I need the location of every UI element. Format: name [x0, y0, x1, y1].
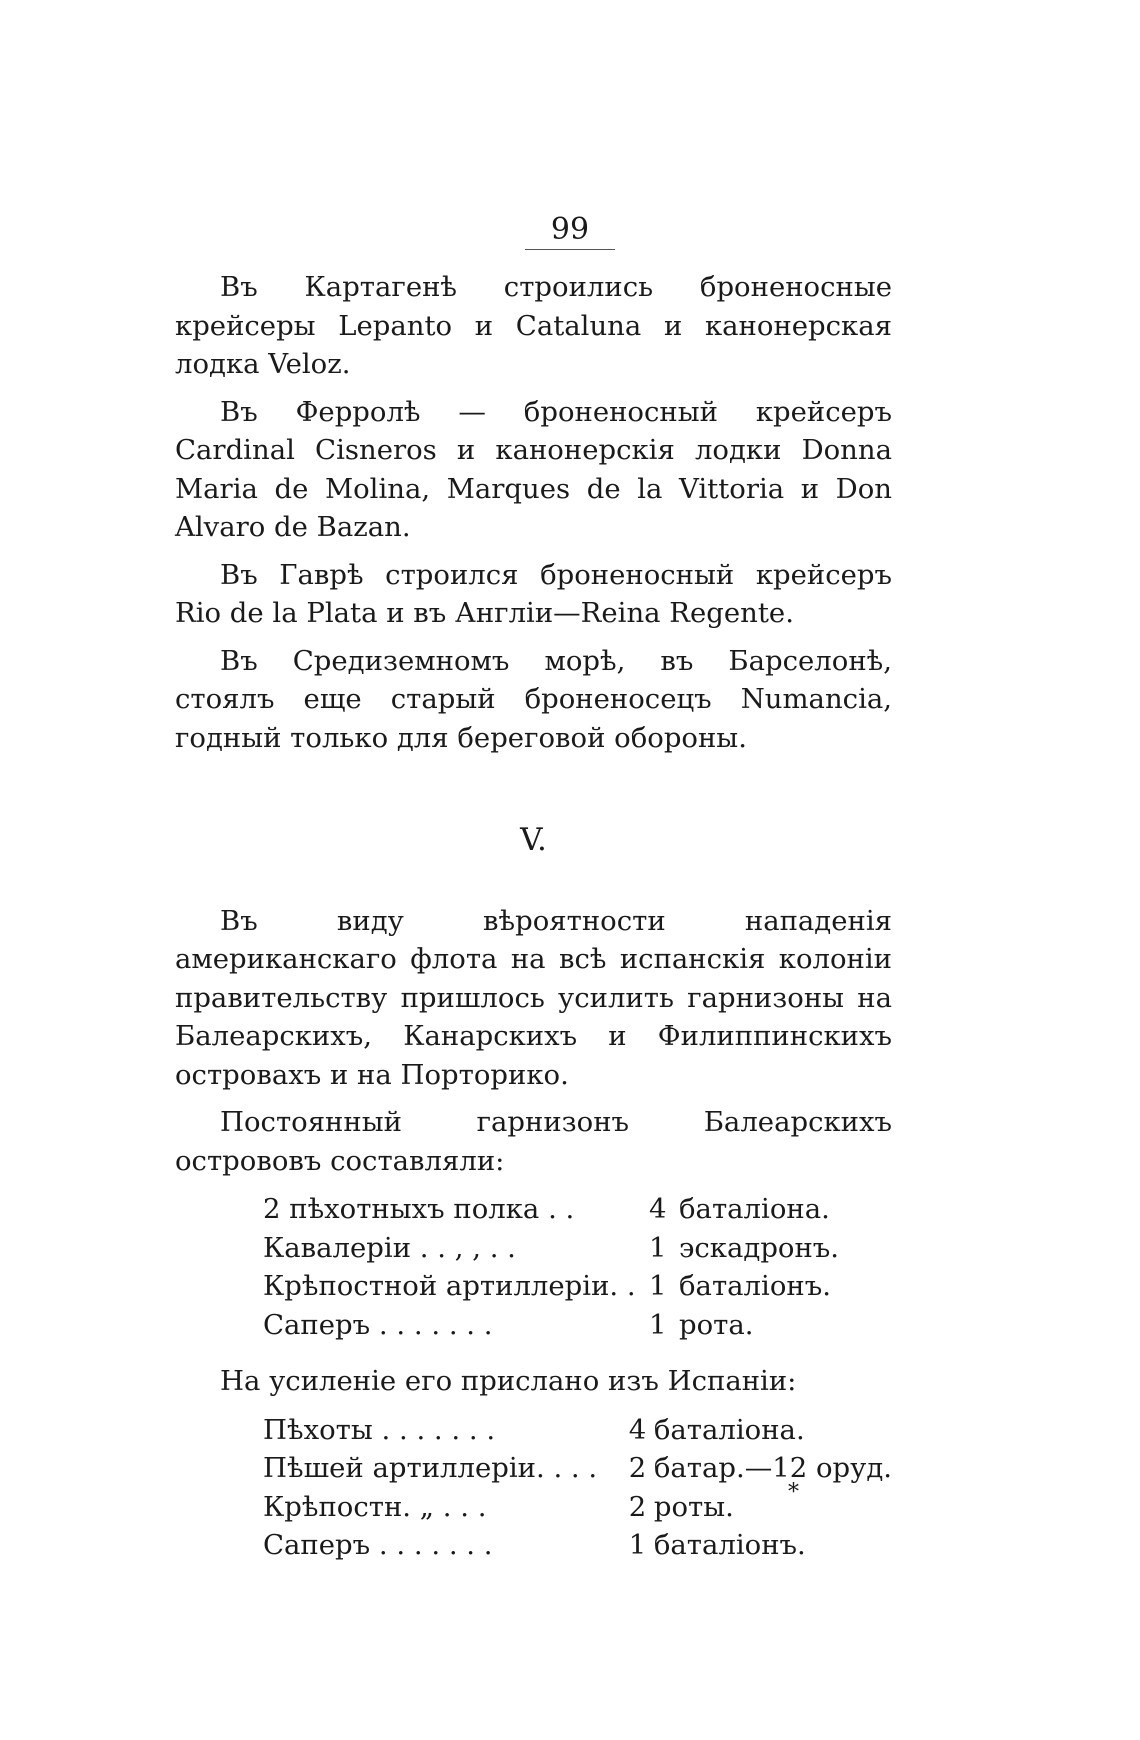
paragraph-havre: Въ Гаврѣ строился броненосный крейсеръ Rio de la Plata и въ Англіи—Reina Regente.	[175, 558, 892, 629]
paragraph-colonies: Въ виду вѣроятности нападенія американскаго флота на всѣ испанскія колоніи правительству пришлось усилить гарнизоны на Балеарскихъ, Канарскихъ и Филиппинскихъ островахъ и на Порторико.	[175, 904, 892, 1091]
footer-mark: *	[788, 1480, 799, 1505]
reinforcement-heading: На усиленіе его прислано изъ Испаніи:	[220, 1365, 797, 1397]
page-text	[175, 268, 892, 1583]
table-row: Пѣшей артиллеріи. . . . 2 батар.—12 оруд.	[263, 1452, 892, 1484]
paragraph-cartagena: Въ Картагенѣ строились броненосные крейсеры Lepanto и Cataluna и канонерская лодка Veloz.	[175, 271, 892, 380]
paragraph-garrison-intro: Постоянный гарнизонъ Балеарскихъ острововъ составляли:	[175, 1106, 892, 1177]
table-row: Саперъ . . . . . . . 1 рота.	[263, 1308, 754, 1341]
paragraph-mediterranean: Въ Средиземномъ морѣ, въ Барселонѣ, стоялъ еще старый броненосецъ Numancia, годный только для береговой обороны.	[175, 644, 892, 754]
garrison-table	[263, 1190, 839, 1344]
section-heading: V.	[520, 822, 547, 858]
table-row: Пѣхоты . . . . . . . 4 баталіона.	[263, 1413, 805, 1446]
table-row: Саперъ . . . . . . . 1 баталіонъ.	[263, 1529, 806, 1561]
paragraph-ferrol: Въ Ферролѣ — броненосный крейсеръ Cardinal Cisneros и канонерскія лодки Donna Maria de Molina, Marques de la Vittoria и Don Alvaro de Bazan.	[175, 395, 892, 543]
table-row: Крѣпостной артиллеріи. . 1 баталіонъ.	[263, 1270, 831, 1302]
table-row: Крѣпостн. „ . . . 2 роты.	[263, 1490, 734, 1523]
table-row: Кавалеріи . . , , . . 1 эскадронъ.	[263, 1231, 840, 1264]
page-number: 99	[0, 212, 1140, 247]
table-row: 2 пѣхотныхъ полка . . 4 баталіона.	[263, 1193, 830, 1225]
